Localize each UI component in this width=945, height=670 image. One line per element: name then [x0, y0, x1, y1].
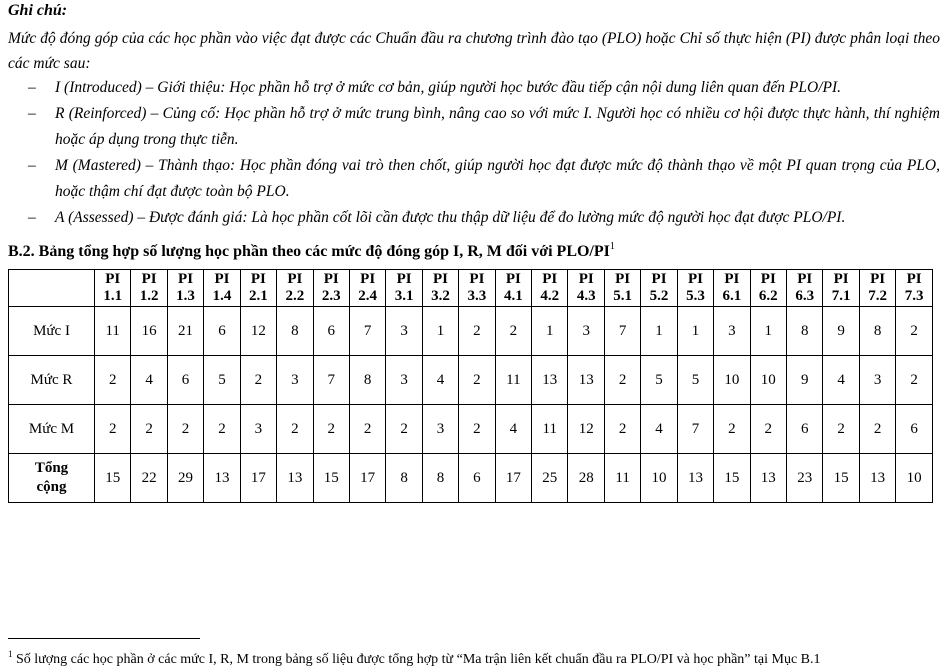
column-header-line: 1.1: [103, 288, 123, 304]
column-header-line: PI: [433, 271, 448, 287]
table-cell: 2: [95, 356, 131, 405]
column-header-line: PI: [542, 271, 558, 287]
column-header: [896, 270, 933, 307]
section-title: [8, 241, 615, 261]
row-label: [9, 307, 95, 356]
column-header: [131, 270, 167, 307]
table-cell: 2: [896, 307, 933, 356]
table-cell: 13: [677, 454, 713, 503]
table-cell: 2: [896, 356, 933, 405]
table-cell: 11: [95, 307, 131, 356]
table-cell: 11: [532, 405, 568, 454]
table-cell: 8: [386, 454, 422, 503]
table-cell: 7: [349, 307, 385, 356]
table-cell: 13: [532, 356, 568, 405]
table-cell: 5: [641, 356, 677, 405]
column-header: [604, 270, 640, 307]
dash-marker: –: [28, 157, 36, 174]
column-header: [313, 270, 349, 307]
row-label-line: Tổng: [34, 460, 69, 476]
column-header-line: 3.1: [394, 288, 414, 304]
table-cell: 2: [240, 356, 276, 405]
column-header-line: PI: [797, 271, 813, 287]
level-item-a: [0, 205, 940, 231]
table-cell: 10: [896, 454, 933, 503]
column-header-line: PI: [469, 271, 485, 287]
column-header: [277, 270, 313, 307]
table-cell: 29: [167, 454, 203, 503]
column-header: [714, 270, 750, 307]
table-cell: 23: [787, 454, 823, 503]
table-cell: 6: [313, 307, 349, 356]
column-header-line: PI: [250, 271, 266, 287]
table-cell: 15: [823, 454, 859, 503]
table-cell: 13: [859, 454, 895, 503]
column-header-line: PI: [833, 271, 849, 287]
column-header-line: PI: [214, 271, 230, 287]
column-header: [349, 270, 385, 307]
column-header-line: 5.2: [649, 288, 669, 304]
level-text: A (Assessed) – Được đánh giá: Là học phần cốt lõi cần được thu thập dữ liệu để đo lường mức độ người học đạt được PLO/PI.: [55, 209, 846, 226]
column-header-line: 7.1: [831, 288, 851, 304]
table-cell: 2: [349, 405, 385, 454]
table-cell: 2: [823, 405, 859, 454]
table-cell: 6: [896, 405, 933, 454]
table-cell: 3: [422, 405, 458, 454]
table-cell: 22: [131, 454, 167, 503]
row-label-line: Mức R: [30, 371, 73, 388]
level-item-r: [0, 101, 940, 153]
column-header-line: 1.2: [139, 288, 159, 304]
header-row: [9, 270, 933, 307]
table-cell: 4: [641, 405, 677, 454]
column-header: [677, 270, 713, 307]
table-cell: 5: [204, 356, 240, 405]
column-header: [95, 270, 131, 307]
table-cell: 3: [568, 307, 604, 356]
table-cell: 6: [459, 454, 495, 503]
table-cell: 10: [750, 356, 786, 405]
column-header: [459, 270, 495, 307]
table-cell: 3: [240, 405, 276, 454]
column-header-line: 3.3: [467, 288, 487, 304]
table-cell: 8: [422, 454, 458, 503]
table-row: [9, 307, 933, 356]
table-cell: 21: [167, 307, 203, 356]
row-label-line: Mức M: [28, 420, 75, 437]
table-cell: 2: [204, 405, 240, 454]
column-header: [750, 270, 786, 307]
table-cell: 4: [422, 356, 458, 405]
table-cell: 8: [859, 307, 895, 356]
row-label: [9, 454, 95, 503]
level-item-i: [0, 75, 940, 101]
column-header-line: 4.2: [540, 288, 560, 304]
column-header-line: PI: [578, 271, 594, 287]
table-cell: 2: [386, 405, 422, 454]
column-header: [386, 270, 422, 307]
table-cell: 1: [677, 307, 713, 356]
footnote-number: 1: [8, 649, 13, 659]
table-cell: 25: [532, 454, 568, 503]
column-header: [823, 270, 859, 307]
table-cell: 17: [495, 454, 531, 503]
column-header: [859, 270, 895, 307]
table-cell: 10: [714, 356, 750, 405]
column-header-line: PI: [615, 271, 631, 287]
table-cell: 3: [714, 307, 750, 356]
table-cell: 15: [95, 454, 131, 503]
column-header-line: PI: [505, 271, 521, 287]
table-cell: 6: [787, 405, 823, 454]
table-cell: 1: [422, 307, 458, 356]
column-header-line: 2.2: [285, 288, 305, 304]
dash-marker: –: [28, 79, 36, 96]
row-label: [9, 405, 95, 454]
footnote-divider: [8, 638, 200, 639]
column-header-line: 1.3: [176, 288, 195, 304]
column-header: [240, 270, 276, 307]
table-cell: 10: [641, 454, 677, 503]
table-cell: 12: [240, 307, 276, 356]
column-header-line: 5.1: [613, 288, 632, 304]
table-cell: 4: [131, 356, 167, 405]
row-label-line: cộng: [36, 479, 67, 495]
pi-summary-table: [8, 269, 933, 503]
column-header: [495, 270, 531, 307]
table-cell: 3: [277, 356, 313, 405]
table-cell: 9: [787, 356, 823, 405]
column-header: [422, 270, 458, 307]
table-cell: 13: [568, 356, 604, 405]
level-text: I (Introduced) – Giới thiệu: Học phần hỗ trợ ở mức cơ bản, giúp người học bước đầu tiếp cận nội dung liên quan đến PLO/PI.: [55, 79, 842, 96]
table-row: [9, 356, 933, 405]
table-cell: 7: [604, 307, 640, 356]
table-cell: 1: [641, 307, 677, 356]
column-header: [204, 270, 240, 307]
table-cell: 13: [750, 454, 786, 503]
column-header-line: PI: [870, 271, 886, 287]
column-header-line: PI: [906, 271, 922, 287]
column-header-line: PI: [396, 271, 412, 287]
table-row: [9, 405, 933, 454]
table-cell: 2: [714, 405, 750, 454]
corner-cell: [9, 270, 95, 307]
table-cell: 17: [240, 454, 276, 503]
column-header-line: PI: [287, 271, 303, 287]
column-header: [167, 270, 203, 307]
table-cell: 7: [677, 405, 713, 454]
section-title-text: B.2. Bảng tổng hợp số lượng học phần theo các mức độ đóng góp I, R, M đối với PLO/PI: [8, 243, 610, 260]
column-header: [787, 270, 823, 307]
column-header-line: 7.3: [904, 288, 924, 304]
table-cell: 4: [823, 356, 859, 405]
column-header-line: 1.4: [212, 288, 232, 304]
column-header-line: 3.2: [431, 288, 450, 304]
table-cell: 3: [859, 356, 895, 405]
note-intro: Mức độ đóng góp của các học phần vào việc đạt được các Chuẩn đầu ra chương trình đào tạo (PLO) hoặc Chỉ số thực hiện (PI) được phân loại theo các mức sau:: [8, 30, 940, 72]
column-header-line: PI: [360, 271, 376, 287]
table-cell: 2: [459, 356, 495, 405]
column-header-line: PI: [105, 271, 121, 287]
column-header-line: 2.4: [358, 288, 378, 304]
table-cell: 15: [714, 454, 750, 503]
column-header-line: 6.2: [758, 288, 778, 304]
table-cell: 13: [277, 454, 313, 503]
row-label-line: Mức I: [33, 322, 70, 339]
table-cell: 2: [495, 307, 531, 356]
table-cell: 6: [204, 307, 240, 356]
column-header: [532, 270, 568, 307]
level-text: M (Mastered) – Thành thạo: Học phần đóng vai trò then chốt, giúp người học đạt được mức độ thành thạo về một PI quan trọng của PLO, hoặc thậm chí đạt được toàn bộ PLO.: [55, 157, 940, 200]
column-header-line: PI: [323, 271, 339, 287]
table-cell: 2: [95, 405, 131, 454]
column-header: [641, 270, 677, 307]
table-cell: 2: [604, 405, 640, 454]
column-header-line: 4.1: [503, 288, 523, 304]
column-header-line: PI: [760, 271, 776, 287]
table-cell: 9: [823, 307, 859, 356]
dash-marker: –: [28, 105, 36, 122]
table-cell: 2: [459, 307, 495, 356]
level-item-m: [0, 153, 940, 205]
column-header-line: 2.1: [249, 288, 268, 304]
column-header-line: 5.3: [686, 288, 705, 304]
column-header-line: PI: [651, 271, 667, 287]
table-cell: 17: [349, 454, 385, 503]
note-title: Ghi chú:: [8, 2, 68, 19]
table-cell: 15: [313, 454, 349, 503]
table-cell: 12: [568, 405, 604, 454]
column-header-line: PI: [724, 271, 740, 287]
footnote: [8, 649, 821, 668]
column-header-line: 2.3: [321, 288, 341, 304]
row-label: [9, 356, 95, 405]
table-cell: 3: [386, 356, 422, 405]
column-header-line: 6.3: [795, 288, 815, 304]
table-cell: 1: [532, 307, 568, 356]
footnote-text: Số lượng các học phần ở các mức I, R, M trong bảng số liệu được tổng hợp từ “Ma trận liên kết chuẩn đầu ra PLO/PI và học phần” tại Mục B.1: [12, 652, 821, 667]
table-cell: 1: [750, 307, 786, 356]
table-row: [9, 454, 933, 503]
column-header: [568, 270, 604, 307]
table-cell: 16: [131, 307, 167, 356]
column-header-line: PI: [141, 271, 157, 287]
column-header-line: PI: [687, 271, 703, 287]
table-cell: 5: [677, 356, 713, 405]
table-cell: 8: [349, 356, 385, 405]
dash-marker: –: [28, 209, 36, 226]
table-cell: 3: [386, 307, 422, 356]
table-cell: 8: [787, 307, 823, 356]
table-cell: 11: [495, 356, 531, 405]
column-header-line: PI: [178, 271, 194, 287]
table-cell: 28: [568, 454, 604, 503]
table-cell: 4: [495, 405, 531, 454]
table-cell: 2: [167, 405, 203, 454]
column-header-line: 6.1: [722, 288, 742, 304]
level-list: [0, 75, 940, 231]
table-cell: 7: [313, 356, 349, 405]
level-text: R (Reinforced) – Củng cố: Học phần hỗ trợ ở mức trung bình, nâng cao so với mức I. Người học có nhiều cơ hội được thực hành, thí nghiệm hoặc áp dụng trong thực tiễn.: [55, 105, 940, 148]
column-header-line: 7.2: [868, 288, 887, 304]
table-cell: 8: [277, 307, 313, 356]
table-cell: 2: [131, 405, 167, 454]
table-cell: 2: [459, 405, 495, 454]
table-cell: 2: [277, 405, 313, 454]
table-cell: 13: [204, 454, 240, 503]
footnote-ref: 1: [609, 241, 615, 252]
table-cell: 2: [604, 356, 640, 405]
table-cell: 2: [859, 405, 895, 454]
table-cell: 6: [167, 356, 203, 405]
column-header-line: 4.3: [576, 288, 596, 304]
table-cell: 2: [750, 405, 786, 454]
table-cell: 2: [313, 405, 349, 454]
table-cell: 11: [604, 454, 640, 503]
